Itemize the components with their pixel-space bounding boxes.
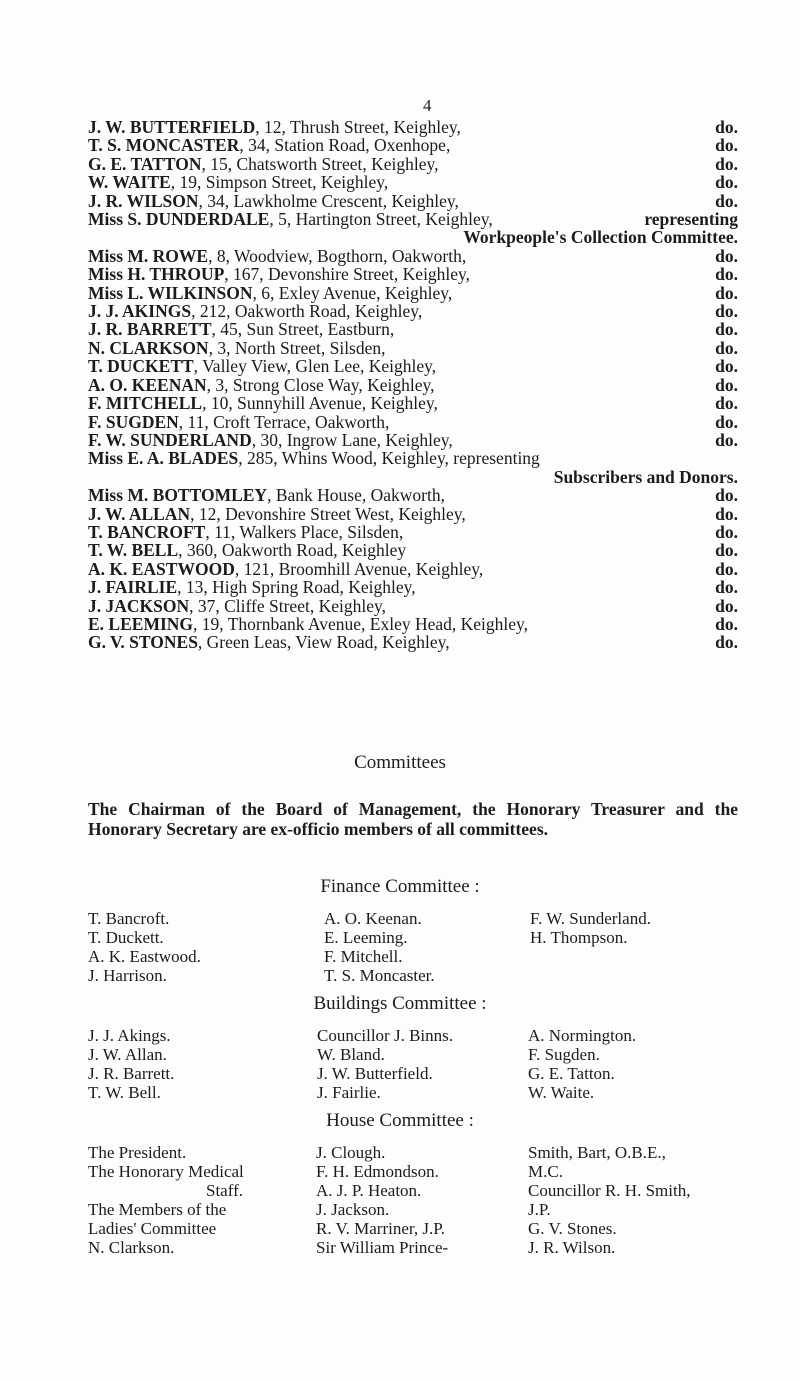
- committee-member: J. W. Allan.: [88, 1045, 167, 1064]
- member-address: , 121, Broomhill Avenue, Keighley,: [234, 558, 484, 579]
- member-tag: do.: [715, 264, 738, 285]
- member-name: Miss L. WILKINSON: [88, 282, 253, 303]
- member-address: , 34, Station Road, Oxenhope,: [239, 135, 451, 156]
- committee-member: A. K. Eastwood.: [88, 947, 201, 966]
- committee-member: E. Leeming.: [324, 928, 408, 947]
- member-address: , 11, Walkers Place, Silsden,: [205, 521, 404, 542]
- member-row: [88, 302, 738, 320]
- member-row: [88, 265, 738, 283]
- member-name: J. J. AKINGS: [88, 301, 192, 322]
- member-name: A. O. KEENAN: [88, 374, 207, 395]
- member-name: Miss M. ROWE: [88, 245, 209, 266]
- member-row: [88, 560, 738, 578]
- committees-intro: The Chairman of the Board of Management, the Honorary Treasurer and the Honorary Secretary are ex-officio members of all committees.: [88, 799, 738, 839]
- member-tag: do.: [715, 558, 738, 579]
- committee-member: J. J. Akings.: [88, 1026, 171, 1045]
- committee-member: J. Jackson.: [316, 1200, 390, 1219]
- member-address: , 167, Devonshire Street, Keighley,: [224, 264, 471, 285]
- finance-committee-title: Finance Committee :: [320, 876, 480, 897]
- committee-member: J. R. Wilson.: [528, 1238, 616, 1257]
- member-tag: do.: [715, 632, 738, 653]
- member-address: , 15, Chatsworth Street, Keighley,: [201, 153, 439, 174]
- committee-member: J. Clough.: [316, 1143, 386, 1162]
- member-row: [88, 210, 738, 228]
- committee-member: Staff.: [206, 1181, 243, 1200]
- member-tag: do.: [715, 429, 738, 450]
- member-name: Miss E. A. BLADES: [88, 448, 239, 469]
- member-row: [88, 597, 738, 615]
- committee-member: J. Fairlie.: [317, 1083, 381, 1102]
- member-tag: do.: [715, 282, 738, 303]
- committee-member: F. Mitchell.: [324, 947, 403, 966]
- member-address: , 212, Oakworth Road, Keighley,: [191, 301, 423, 322]
- committee-member: G. E. Tatton.: [528, 1064, 615, 1083]
- member-address: , 3, Strong Close Way, Keighley,: [206, 374, 435, 395]
- member-tag: do.: [715, 245, 738, 266]
- member-row: [88, 523, 738, 541]
- committee-member: F. H. Edmondson.: [316, 1162, 439, 1181]
- committee-member: J. W. Butterfield.: [317, 1064, 433, 1083]
- member-name: A. K. EASTWOOD: [88, 558, 235, 579]
- member-tag: do.: [715, 374, 738, 395]
- member-name: E. LEEMING: [88, 613, 194, 634]
- member-address: , 3, North Street, Silsden,: [208, 337, 386, 358]
- buildings-committee-members: [88, 1026, 636, 1102]
- committee-member: W. Bland.: [317, 1045, 385, 1064]
- committee-member: The Members of the: [88, 1200, 227, 1219]
- member-address: , 34, Lawkholme Crescent, Keighley,: [198, 190, 459, 211]
- member-address: , 12, Devonshire Street West, Keighley,: [190, 503, 466, 524]
- member-tag: do.: [715, 356, 738, 377]
- member-address: , 12, Thrush Street, Keighley,: [255, 117, 461, 137]
- member-name: J. R. BARRETT: [88, 319, 212, 340]
- committee-member: Councillor J. Binns.: [317, 1026, 454, 1045]
- member-name: W. WAITE: [88, 172, 171, 193]
- house-committee-title: House Committee :: [326, 1110, 474, 1131]
- committee-member: Ladies' Committee: [88, 1219, 217, 1238]
- member-row: [88, 615, 738, 633]
- committees-heading: Committees: [354, 752, 446, 773]
- committee-member: A. Normington.: [528, 1026, 637, 1045]
- member-address: , 10, Sunnyhill Avenue, Keighley,: [202, 393, 438, 414]
- member-row: [88, 633, 738, 651]
- member-tag: do.: [715, 577, 738, 598]
- committee-member: A. J. P. Heaton.: [316, 1181, 422, 1200]
- member-name: J. W. BUTTERFIELD: [88, 117, 256, 137]
- member-tag: do.: [715, 503, 738, 524]
- member-name: F. SUGDEN: [88, 411, 179, 432]
- member-row: [88, 173, 738, 191]
- member-tag: do.: [715, 411, 738, 432]
- member-row: [88, 155, 738, 173]
- member-name: J. JACKSON: [88, 595, 190, 616]
- member-name: T. DUCKETT: [88, 356, 194, 377]
- member-tag: do.: [715, 117, 738, 137]
- member-tag: do.: [715, 190, 738, 211]
- member-name: T. W. BELL: [88, 540, 179, 561]
- committee-member: W. Waite.: [528, 1083, 595, 1102]
- committee-member: A. O. Keenan.: [324, 909, 422, 928]
- member-row: [88, 413, 738, 431]
- member-address: , 6, Exley Avenue, Keighley,: [252, 282, 453, 303]
- committee-member: G. V. Stones.: [528, 1219, 617, 1238]
- member-address: , 30, Ingrow Lane, Keighley,: [251, 429, 453, 450]
- member-address: , 45, Sun Street, Eastburn,: [211, 319, 395, 340]
- member-name: T. BANCROFT: [88, 521, 206, 542]
- committee-member: T. W. Bell.: [88, 1083, 161, 1102]
- committee-member: R. V. Marriner, J.P.: [316, 1219, 446, 1238]
- member-row: [88, 449, 738, 467]
- member-address: , 37, Cliffe Street, Keighley,: [189, 595, 386, 616]
- representation-label: Subscribers and Donors.: [553, 466, 738, 487]
- committee-member: The President.: [88, 1143, 187, 1162]
- member-name: J. W. ALLAN: [88, 503, 191, 524]
- member-row: [88, 578, 738, 596]
- member-name: Miss H. THROUP: [88, 264, 225, 285]
- member-address: , 11, Croft Terrace, Oakworth,: [178, 411, 390, 432]
- page-number: 4: [423, 96, 432, 115]
- member-tag: do.: [715, 595, 738, 616]
- member-name: G. E. TATTON: [88, 153, 202, 174]
- committee-member: J. R. Barrett.: [88, 1064, 175, 1083]
- member-tag: do.: [715, 153, 738, 174]
- member-name: Miss M. BOTTOMLEY: [88, 485, 268, 506]
- committee-member: Sir William Prince-: [316, 1238, 449, 1257]
- member-name: F. MITCHELL: [88, 393, 203, 414]
- member-row: [88, 376, 738, 394]
- member-address: , 19, Simpson Street, Keighley,: [170, 172, 389, 193]
- member-row: [88, 284, 738, 302]
- committee-member: F. Sugden.: [528, 1045, 600, 1064]
- member-row: [88, 431, 738, 449]
- member-name: G. V. STONES: [88, 632, 198, 653]
- member-row: [88, 339, 738, 357]
- buildings-committee-title: Buildings Committee :: [313, 993, 487, 1014]
- finance-committee-members: [88, 909, 651, 985]
- member-name: J. R. WILSON: [88, 190, 199, 211]
- member-row: [88, 320, 738, 338]
- member-tag: do.: [715, 172, 738, 193]
- member-address: , 19, Thornbank Avenue, Exley Head, Keighley,: [193, 613, 529, 634]
- committee-member: F. W. Sunderland.: [530, 909, 651, 928]
- committee-member: T. S. Moncaster.: [324, 966, 435, 985]
- member-row: [88, 357, 738, 375]
- member-row: [88, 394, 738, 412]
- member-address: , 5, Hartington Street, Keighley,: [269, 209, 493, 230]
- committee-member: H. Thompson.: [530, 928, 628, 947]
- member-list: [88, 118, 738, 652]
- house-committee-members: [88, 1143, 690, 1257]
- member-tag: do.: [715, 540, 738, 561]
- member-row: [88, 136, 738, 154]
- member-address: , Valley View, Glen Lee, Keighley,: [193, 356, 437, 377]
- member-row: [88, 118, 738, 136]
- committee-member: J. Harrison.: [88, 966, 167, 985]
- member-address: , Bank House, Oakworth,: [267, 485, 445, 506]
- committee-member: J.P.: [528, 1200, 551, 1219]
- representation-label: Workpeople's Collection Committee.: [463, 227, 738, 248]
- member-tag: do.: [715, 485, 738, 506]
- member-row: [88, 486, 738, 504]
- member-name: Miss S. DUNDERDALE: [88, 209, 270, 230]
- member-name: F. W. SUNDERLAND: [88, 429, 252, 450]
- committee-member: The Honorary Medical: [88, 1162, 244, 1181]
- member-tag: do.: [715, 337, 738, 358]
- member-address: , 360, Oakworth Road, Keighley: [178, 540, 407, 561]
- committee-member: Smith, Bart, O.B.E.,: [528, 1143, 666, 1162]
- member-tag: do.: [715, 319, 738, 340]
- member-tag: do.: [715, 301, 738, 322]
- member-tag: do.: [715, 521, 738, 542]
- committee-member: N. Clarkson.: [88, 1238, 175, 1257]
- committee-member: M.C.: [528, 1162, 563, 1181]
- committee-member: T. Bancroft.: [88, 909, 170, 928]
- member-name: T. S. MONCASTER: [88, 135, 240, 156]
- member-row: [88, 505, 738, 523]
- member-tag: do.: [715, 613, 738, 634]
- member-tag: representing: [644, 209, 738, 230]
- committee-member: T. Duckett.: [88, 928, 164, 947]
- member-row: [88, 247, 738, 265]
- member-tag: do.: [715, 135, 738, 156]
- committee-member: Councillor R. H. Smith,: [528, 1181, 691, 1200]
- member-tag: do.: [715, 393, 738, 414]
- member-address: , 8, Woodview, Bogthorn, Oakworth,: [208, 245, 467, 266]
- member-row: [88, 541, 738, 559]
- member-address: , 285, Whins Wood, Keighley, representing: [238, 448, 540, 469]
- member-name: J. FAIRLIE: [88, 577, 178, 598]
- member-address: , 13, High Spring Road, Keighley,: [177, 577, 416, 598]
- member-address: , Green Leas, View Road, Keighley,: [197, 632, 450, 653]
- member-row: [88, 192, 738, 210]
- member-name: N. CLARKSON: [88, 337, 209, 358]
